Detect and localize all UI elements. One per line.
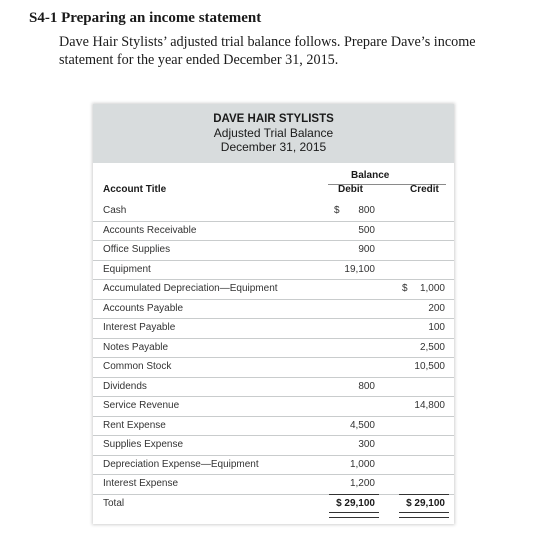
table-row [93, 222, 454, 242]
trial-balance-header [93, 104, 454, 163]
exercise-instructions: Dave Hair Stylists’ adjusted trial balance follows. Prepare Dave’s income statement for the year ended December 31, 2015. [59, 34, 476, 68]
debit-dollar-sign: $ [334, 205, 340, 216]
credit-amount: 200 [428, 302, 445, 314]
account-name: Equipment [103, 263, 151, 275]
table-row [93, 378, 454, 398]
table-row [93, 436, 454, 456]
table-row [93, 339, 454, 359]
credit-amount: 10,500 [414, 361, 445, 372]
table-row [93, 475, 454, 495]
trial-balance-sheet [93, 104, 454, 524]
debit-amount: 900 [358, 244, 375, 255]
debit-total: $ 29,100 [336, 497, 375, 509]
account-name: Cash [103, 205, 127, 216]
debit-amount: 800 [358, 380, 375, 392]
debit-amount: 1,200 [349, 478, 375, 489]
credit-amount: 14,800 [414, 400, 445, 411]
table-row [93, 261, 454, 281]
account-name: Dividends [103, 380, 147, 392]
credit-amount: 2,500 [419, 341, 445, 353]
table-row [93, 202, 454, 222]
account-title-header: Account Title [103, 184, 167, 195]
debit-header: Debit [338, 184, 363, 195]
account-name: Accounts Receivable [103, 224, 197, 236]
trial-balance-rows [93, 202, 454, 514]
account-name: Interest Payable [103, 322, 176, 333]
account-name: Service Revenue [103, 400, 180, 411]
statement-date: December 31, 2015 [220, 140, 327, 154]
statement-title: Adjusted Trial Balance [213, 126, 334, 140]
debit-amount: 800 [358, 205, 375, 216]
account-name: Office Supplies [103, 244, 171, 255]
debit-amount: 19,100 [344, 263, 375, 275]
credit-amount: 100 [428, 322, 445, 333]
account-name: Notes Payable [103, 341, 169, 353]
debit-amount: 500 [358, 224, 375, 236]
debit-amount: 4,500 [349, 419, 375, 431]
exercise-title: S4-1 Preparing an income statement [29, 10, 262, 26]
table-row [93, 319, 454, 339]
credit-sum-rule [399, 494, 449, 495]
credit-amount: 1,000 [419, 283, 445, 294]
credit-double-underline [399, 512, 449, 518]
company-name: DAVE HAIR STYLISTS [213, 113, 334, 125]
credit-total: $ 29,100 [406, 497, 445, 509]
account-name: Depreciation Expense—Equipment [103, 458, 259, 470]
account-name: Accounts Payable [103, 302, 184, 314]
account-name: Common Stock [103, 361, 172, 372]
table-row [93, 397, 454, 417]
debit-sum-rule [329, 494, 379, 495]
account-name: Rent Expense [103, 419, 166, 431]
table-row [93, 280, 454, 300]
credit-dollar-sign: $ [402, 283, 408, 294]
account-name: Accumulated Depreciation—Equipment [103, 283, 278, 294]
debit-amount: 300 [358, 439, 375, 450]
account-name: Supplies Expense [103, 439, 184, 450]
credit-header: Credit [410, 184, 439, 195]
account-name: Interest Expense [103, 478, 179, 489]
table-row [93, 358, 454, 378]
debit-amount: 1,000 [349, 458, 375, 470]
table-row [93, 456, 454, 476]
table-row [93, 417, 454, 437]
table-row [93, 300, 454, 320]
balance-column-group-label: Balance [351, 170, 390, 181]
debit-double-underline [329, 512, 379, 518]
table-row [93, 241, 454, 261]
total-label: Total [103, 497, 125, 509]
